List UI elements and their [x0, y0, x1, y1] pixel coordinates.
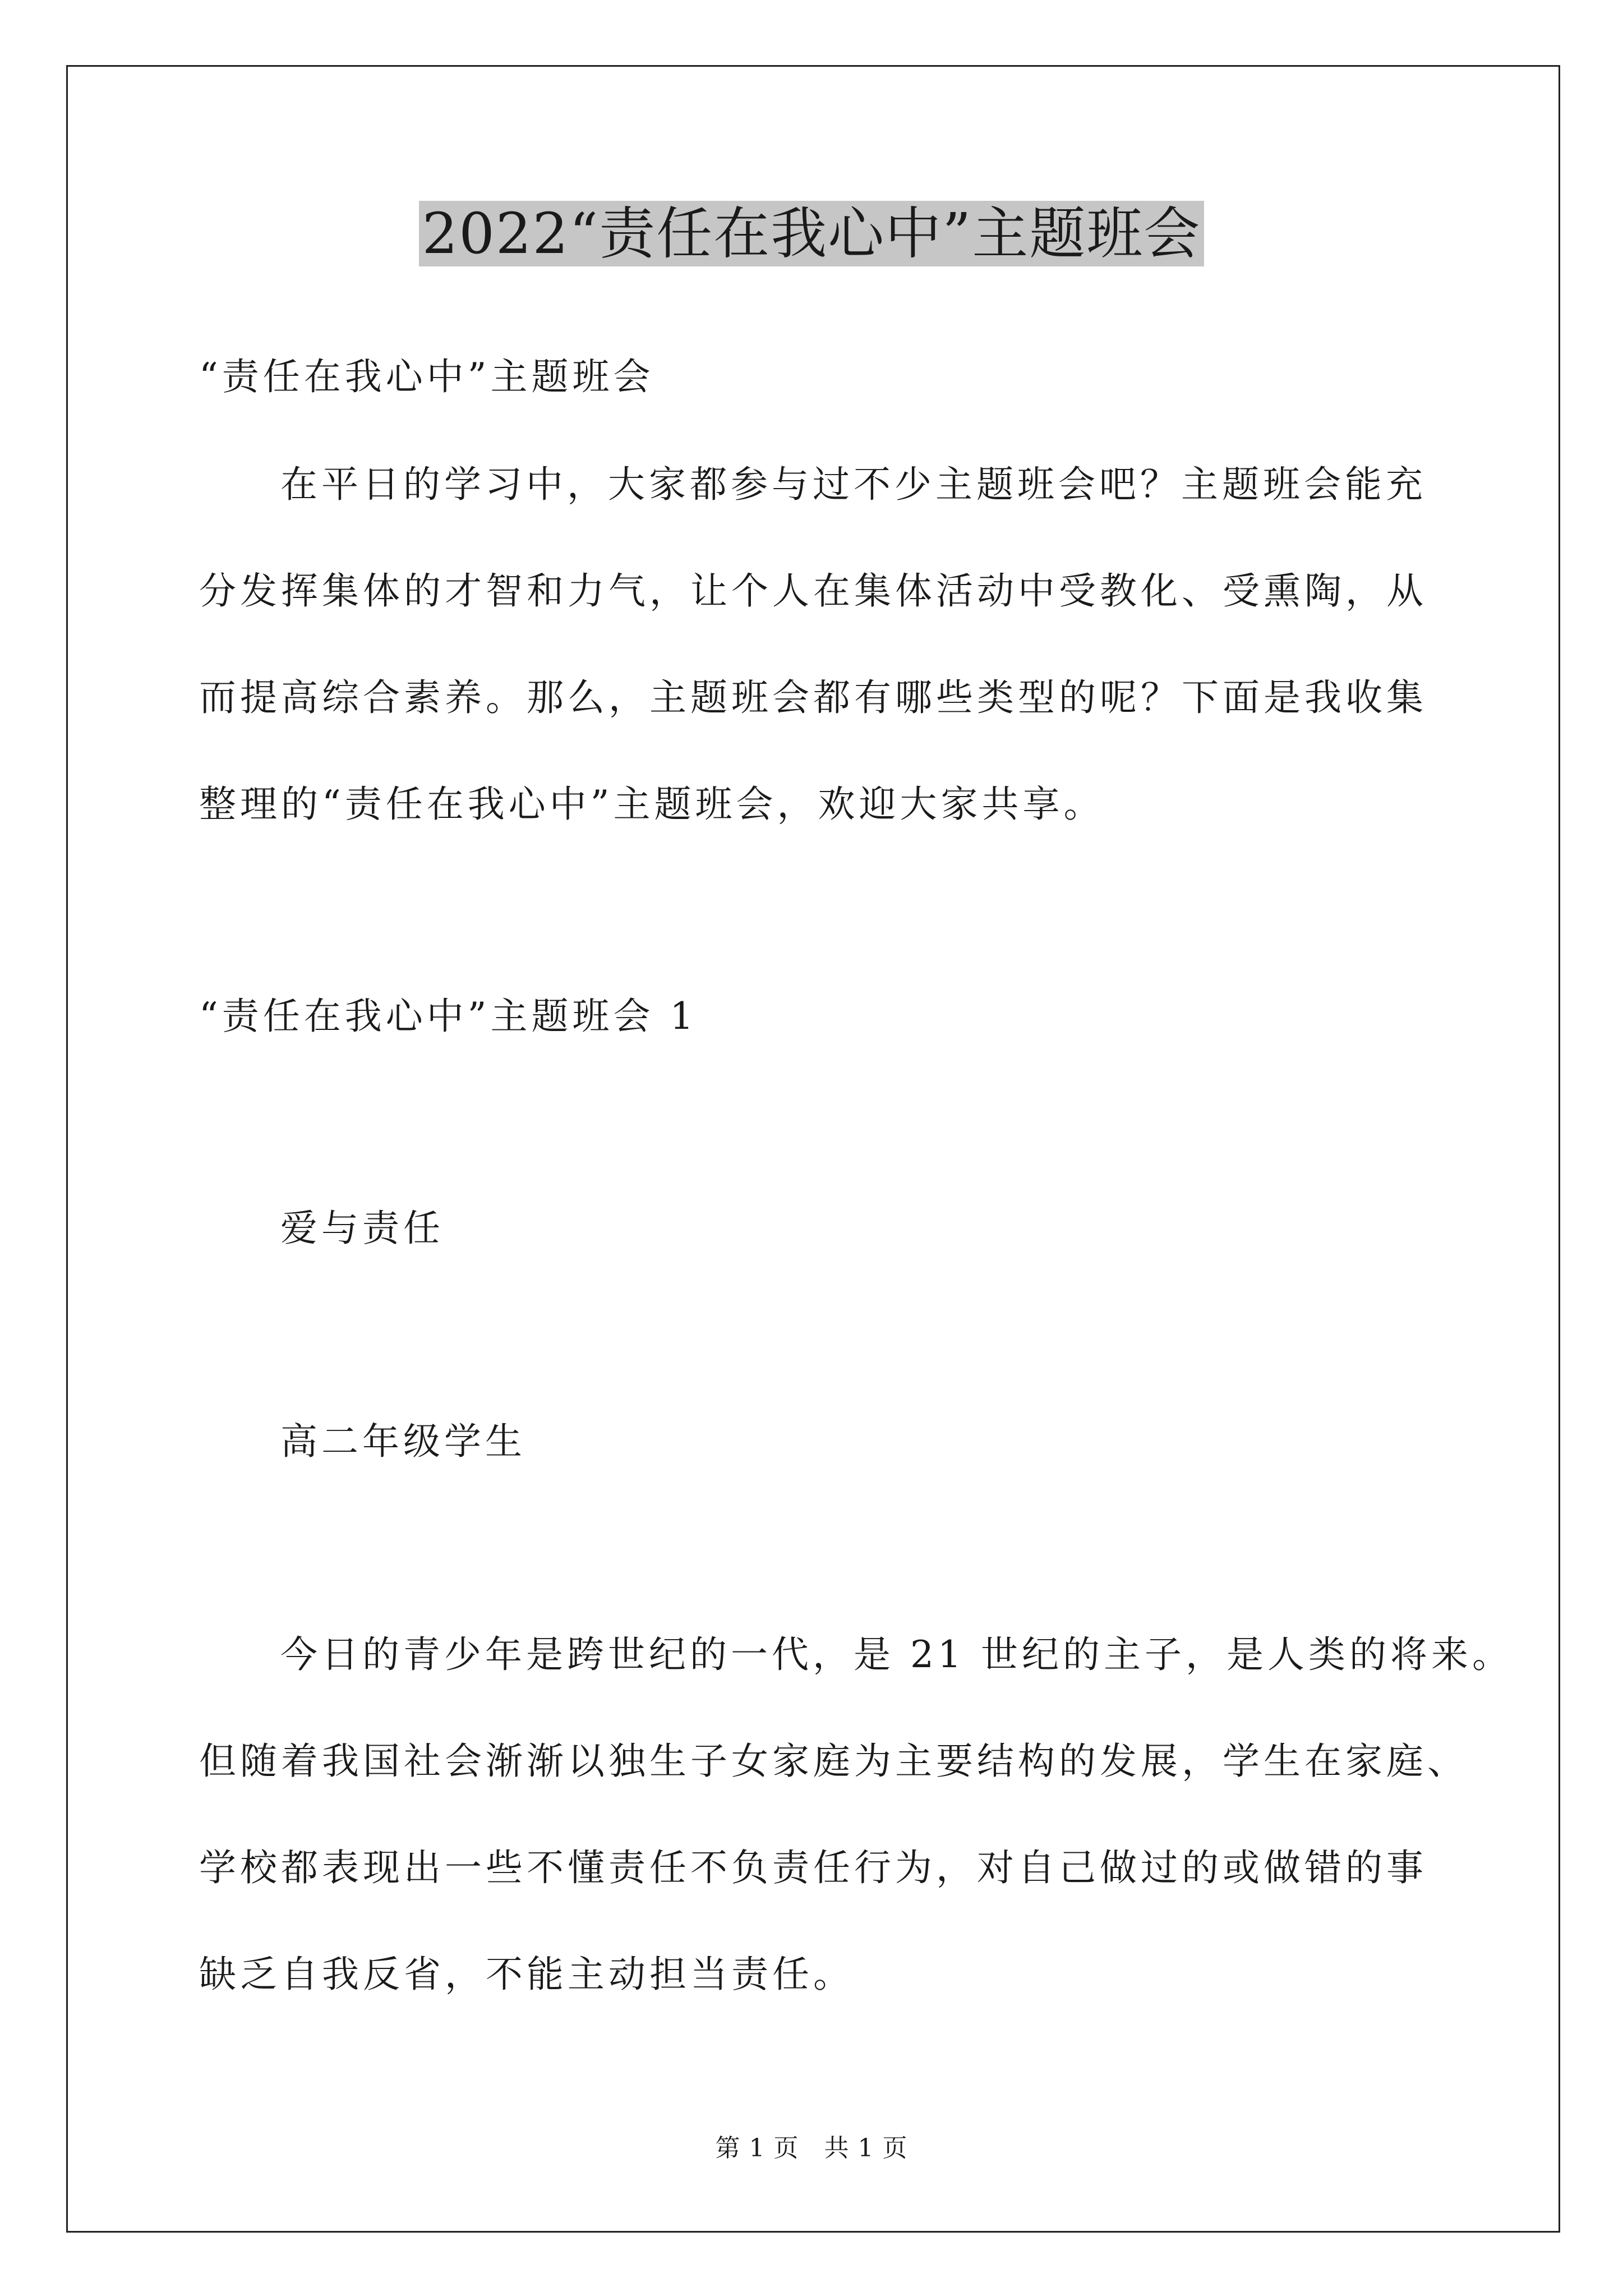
intro-paragraph-line: 分发挥集体的才智和力气，让个人在集体活动中受教化、受熏陶，从: [199, 569, 1427, 613]
document-title-text: 2022“责任在我心中”主题班会: [419, 201, 1205, 266]
section-heading: “责任在我心中”主题班会 1: [199, 995, 698, 1038]
intro-paragraph-line: 而提高综合素养。那么，主题班会都有哪些类型的呢？下面是我收集: [199, 676, 1427, 719]
document-subtitle: “责任在我心中”主题班会: [199, 355, 654, 398]
intro-paragraph-line: 整理的“责任在我心中”主题班会，欢迎大家共享。: [199, 783, 1105, 826]
body-paragraph-line: 学校都表现出一些不懂责任不负责任行为，对自己做过的或做错的事: [199, 1846, 1427, 1889]
intro-paragraph-line: 在平日的学习中，大家都参与过不少主题班会吧？主题班会能充: [280, 463, 1427, 506]
body-paragraph-line: 缺乏自我反省，不能主动担当责任。: [199, 1953, 854, 1996]
body-paragraph-line: 今日的青少年是跨世纪的一代，是 21 世纪的主子，是人类的将来。: [280, 1633, 1513, 1676]
body-paragraph-line: 但随着我国社会渐渐以独生子女家庭为主要结构的发展，学生在家庭、: [199, 1740, 1468, 1783]
document-title: [0, 197, 1623, 270]
page-number-footer: 第 1 页 共 1 页: [715, 2134, 908, 2162]
topic-line: 爱与责任: [280, 1207, 444, 1250]
audience-line: 高二年级学生: [280, 1420, 526, 1463]
